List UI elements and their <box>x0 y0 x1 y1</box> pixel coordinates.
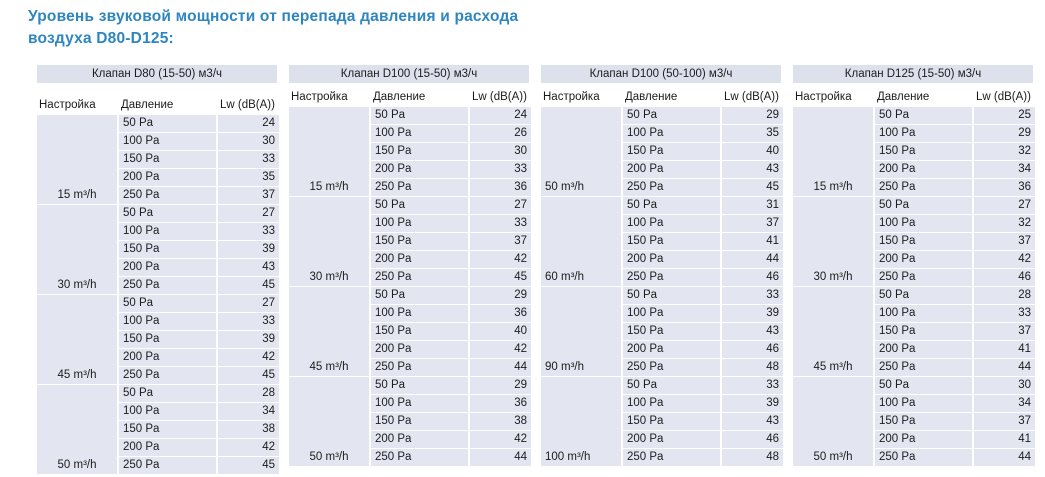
table-row <box>793 197 1035 214</box>
pressure-cell: 100 Pa <box>119 313 216 330</box>
table-title: Клапан D100 (15-50) м3/ч <box>289 65 529 83</box>
pressure-cell: 50 Pa <box>119 385 216 402</box>
lw-cell: 28 <box>218 385 279 402</box>
pressure-cell: 200 Pa <box>119 349 216 366</box>
pressure-cell: 100 Pa <box>623 305 720 322</box>
lw-cell: 27 <box>974 197 1035 214</box>
pressure-cell: 250 Pa <box>875 359 972 376</box>
table-row <box>793 287 1035 304</box>
lw-cell: 29 <box>722 107 783 124</box>
lw-cell: 33 <box>470 215 531 232</box>
page-title-line2: воздуха D80-D125: <box>28 30 174 47</box>
pressure-cell: 50 Pa <box>623 107 720 124</box>
lw-cell: 35 <box>722 125 783 142</box>
pressure-cell: 150 Pa <box>623 233 720 250</box>
pressure-cell: 250 Pa <box>875 269 972 286</box>
lw-cell: 29 <box>470 287 531 304</box>
lw-cell: 43 <box>722 323 783 340</box>
header-row <box>37 95 279 114</box>
table-title: Клапан D125 (15-50) м3/ч <box>793 65 1033 83</box>
flow-cell: 60 m³/h <box>541 197 621 286</box>
page-title-line1: Уровень звуковой мощности от перепада давления и расхода <box>28 8 519 25</box>
lw-cell: 48 <box>722 359 783 376</box>
pressure-cell: 250 Pa <box>623 359 720 376</box>
col-header-lw: Lw (dB(A)) <box>218 95 279 114</box>
pressure-cell: 200 Pa <box>119 259 216 276</box>
lw-cell: 36 <box>470 179 531 196</box>
lw-cell: 46 <box>722 269 783 286</box>
lw-cell: 36 <box>470 305 531 322</box>
lw-cell: 39 <box>218 331 279 348</box>
table-row <box>541 287 783 304</box>
pressure-cell: 200 Pa <box>119 169 216 186</box>
pressure-cell: 100 Pa <box>371 215 468 232</box>
pressure-cell: 50 Pa <box>371 287 468 304</box>
pressure-cell: 100 Pa <box>875 125 972 142</box>
table-title: Клапан D80 (15-50) м3/ч <box>37 65 277 83</box>
lw-cell: 37 <box>974 323 1035 340</box>
lw-cell: 33 <box>218 313 279 330</box>
flow-cell: 30 m³/h <box>289 197 369 286</box>
lw-cell: 46 <box>974 269 1035 286</box>
flow-cell: 90 m³/h <box>541 287 621 376</box>
lw-cell: 44 <box>974 359 1035 376</box>
pressure-cell: 200 Pa <box>371 341 468 358</box>
table-row <box>289 377 531 394</box>
pressure-cell: 250 Pa <box>119 187 216 204</box>
flow-cell: 50 m³/h <box>541 107 621 196</box>
pressure-cell: 200 Pa <box>875 161 972 178</box>
lw-cell: 27 <box>470 197 531 214</box>
lw-cell: 44 <box>470 359 531 376</box>
table-row <box>793 107 1035 124</box>
pressure-cell: 150 Pa <box>875 143 972 160</box>
pressure-cell: 200 Pa <box>623 251 720 268</box>
lw-cell: 33 <box>470 161 531 178</box>
lw-cell: 43 <box>722 413 783 430</box>
lw-cell: 33 <box>722 377 783 394</box>
table-row <box>37 205 279 222</box>
col-header-pressure: Давление <box>371 87 468 106</box>
lw-cell: 37 <box>974 413 1035 430</box>
col-header-pressure: Давление <box>875 87 972 106</box>
lw-cell: 24 <box>470 107 531 124</box>
col-header-lw: Lw (dB(A)) <box>974 87 1035 106</box>
table-head <box>541 87 783 106</box>
flow-cell: 15 m³/h <box>289 107 369 196</box>
lw-cell: 31 <box>722 197 783 214</box>
pressure-cell: 100 Pa <box>623 395 720 412</box>
table-head <box>793 87 1035 106</box>
table-row <box>541 377 783 394</box>
pressure-cell: 250 Pa <box>623 269 720 286</box>
flow-cell: 50 m³/h <box>37 385 117 474</box>
table-row <box>289 287 531 304</box>
col-header-lw: Lw (dB(A)) <box>470 87 531 106</box>
lw-cell: 42 <box>470 341 531 358</box>
pressure-cell: 50 Pa <box>875 197 972 214</box>
table-row <box>541 197 783 214</box>
lw-cell: 37 <box>974 233 1035 250</box>
lw-cell: 37 <box>722 215 783 232</box>
lw-cell: 45 <box>218 277 279 294</box>
lw-cell: 34 <box>974 161 1035 178</box>
pressure-cell: 250 Pa <box>371 179 468 196</box>
lw-cell: 41 <box>974 341 1035 358</box>
lw-cell: 45 <box>218 367 279 384</box>
lw-cell: 33 <box>722 287 783 304</box>
lw-cell: 37 <box>470 233 531 250</box>
lw-cell: 27 <box>218 295 279 312</box>
flow-cell: 30 m³/h <box>793 197 873 286</box>
table-row <box>289 107 531 124</box>
valve-table <box>289 65 529 467</box>
valve-data-table <box>539 86 785 467</box>
lw-cell: 34 <box>218 403 279 420</box>
lw-cell: 44 <box>974 449 1035 466</box>
lw-cell: 43 <box>722 161 783 178</box>
lw-cell: 33 <box>218 151 279 168</box>
table-row <box>793 377 1035 394</box>
pressure-cell: 150 Pa <box>371 143 468 160</box>
flow-cell: 100 m³/h <box>541 377 621 466</box>
flow-cell: 50 m³/h <box>793 377 873 466</box>
table-body <box>541 107 783 466</box>
flow-cell: 45 m³/h <box>289 287 369 376</box>
lw-cell: 35 <box>218 169 279 186</box>
pressure-cell: 250 Pa <box>119 277 216 294</box>
lw-cell: 44 <box>722 251 783 268</box>
pressure-cell: 50 Pa <box>875 377 972 394</box>
lw-cell: 45 <box>722 179 783 196</box>
flow-cell: 50 m³/h <box>289 377 369 466</box>
lw-cell: 42 <box>218 349 279 366</box>
col-header-pressure: Давление <box>119 95 216 114</box>
lw-cell: 40 <box>470 323 531 340</box>
pressure-cell: 200 Pa <box>623 431 720 448</box>
pressure-cell: 150 Pa <box>875 233 972 250</box>
pressure-cell: 100 Pa <box>119 223 216 240</box>
pressure-cell: 50 Pa <box>875 107 972 124</box>
lw-cell: 39 <box>218 241 279 258</box>
pressure-cell: 250 Pa <box>371 449 468 466</box>
lw-cell: 34 <box>974 395 1035 412</box>
pressure-cell: 50 Pa <box>623 287 720 304</box>
table-body <box>793 107 1035 466</box>
lw-cell: 46 <box>722 431 783 448</box>
col-header-setting: Настройка <box>289 87 369 106</box>
pressure-cell: 150 Pa <box>623 143 720 160</box>
pressure-cell: 200 Pa <box>371 251 468 268</box>
header-row <box>289 87 531 106</box>
lw-cell: 30 <box>470 143 531 160</box>
flow-cell: 45 m³/h <box>37 295 117 384</box>
pressure-cell: 100 Pa <box>623 125 720 142</box>
lw-cell: 41 <box>974 431 1035 448</box>
pressure-cell: 200 Pa <box>875 341 972 358</box>
pressure-cell: 200 Pa <box>875 431 972 448</box>
pressure-cell: 100 Pa <box>371 125 468 142</box>
page <box>0 6 1045 475</box>
table-row <box>541 107 783 124</box>
pressure-cell: 100 Pa <box>875 215 972 232</box>
pressure-cell: 100 Pa <box>119 133 216 150</box>
pressure-cell: 50 Pa <box>623 197 720 214</box>
pressure-cell: 200 Pa <box>371 161 468 178</box>
pressure-cell: 50 Pa <box>371 377 468 394</box>
pressure-cell: 100 Pa <box>371 305 468 322</box>
valve-table <box>541 65 781 467</box>
pressure-cell: 50 Pa <box>371 107 468 124</box>
pressure-cell: 250 Pa <box>623 179 720 196</box>
header-row <box>793 87 1035 106</box>
pressure-cell: 200 Pa <box>371 431 468 448</box>
lw-cell: 45 <box>218 457 279 474</box>
pressure-cell: 50 Pa <box>623 377 720 394</box>
lw-cell: 41 <box>722 233 783 250</box>
lw-cell: 43 <box>218 259 279 276</box>
pressure-cell: 150 Pa <box>119 151 216 168</box>
lw-cell: 39 <box>722 395 783 412</box>
col-header-pressure: Давление <box>623 87 720 106</box>
lw-cell: 44 <box>470 449 531 466</box>
pressure-cell: 100 Pa <box>119 403 216 420</box>
lw-cell: 46 <box>722 341 783 358</box>
table-body <box>289 107 531 466</box>
lw-cell: 48 <box>722 449 783 466</box>
table-body <box>37 115 279 474</box>
pressure-cell: 50 Pa <box>119 115 216 132</box>
lw-cell: 37 <box>218 187 279 204</box>
table-title: Клапан D100 (50-100) м3/ч <box>541 65 781 83</box>
valve-data-table <box>287 86 533 467</box>
table-row <box>289 197 531 214</box>
lw-cell: 24 <box>218 115 279 132</box>
pressure-cell: 150 Pa <box>875 413 972 430</box>
col-header-lw: Lw (dB(A)) <box>722 87 783 106</box>
lw-cell: 32 <box>974 215 1035 232</box>
pressure-cell: 100 Pa <box>371 395 468 412</box>
pressure-cell: 200 Pa <box>623 161 720 178</box>
table-head <box>37 95 279 114</box>
lw-cell: 30 <box>218 133 279 150</box>
header-row <box>541 87 783 106</box>
lw-cell: 45 <box>470 269 531 286</box>
col-header-setting: Настройка <box>793 87 873 106</box>
pressure-cell: 150 Pa <box>119 331 216 348</box>
table-row <box>37 115 279 132</box>
pressure-cell: 150 Pa <box>119 241 216 258</box>
pressure-cell: 250 Pa <box>371 269 468 286</box>
tables-container <box>37 65 1045 475</box>
pressure-cell: 150 Pa <box>875 323 972 340</box>
lw-cell: 29 <box>974 125 1035 142</box>
lw-cell: 42 <box>470 431 531 448</box>
lw-cell: 29 <box>470 377 531 394</box>
pressure-cell: 150 Pa <box>623 323 720 340</box>
pressure-cell: 100 Pa <box>875 395 972 412</box>
lw-cell: 26 <box>470 125 531 142</box>
pressure-cell: 150 Pa <box>371 413 468 430</box>
pressure-cell: 150 Pa <box>371 233 468 250</box>
pressure-cell: 150 Pa <box>623 413 720 430</box>
pressure-cell: 100 Pa <box>623 215 720 232</box>
valve-table <box>793 65 1033 467</box>
lw-cell: 27 <box>218 205 279 222</box>
pressure-cell: 250 Pa <box>119 457 216 474</box>
pressure-cell: 250 Pa <box>875 449 972 466</box>
pressure-cell: 150 Pa <box>119 421 216 438</box>
pressure-cell: 50 Pa <box>875 287 972 304</box>
pressure-cell: 50 Pa <box>371 197 468 214</box>
pressure-cell: 250 Pa <box>119 367 216 384</box>
lw-cell: 25 <box>974 107 1035 124</box>
lw-cell: 42 <box>974 251 1035 268</box>
col-header-setting: Настройка <box>37 95 117 114</box>
lw-cell: 30 <box>974 377 1035 394</box>
lw-cell: 42 <box>470 251 531 268</box>
lw-cell: 40 <box>722 143 783 160</box>
pressure-cell: 200 Pa <box>875 251 972 268</box>
flow-cell: 15 m³/h <box>793 107 873 196</box>
valve-data-table <box>35 94 281 475</box>
lw-cell: 39 <box>722 305 783 322</box>
lw-cell: 42 <box>218 439 279 456</box>
flow-cell: 45 m³/h <box>793 287 873 376</box>
pressure-cell: 250 Pa <box>623 449 720 466</box>
pressure-cell: 50 Pa <box>119 205 216 222</box>
lw-cell: 33 <box>974 305 1035 322</box>
lw-cell: 38 <box>470 413 531 430</box>
flow-cell: 30 m³/h <box>37 205 117 294</box>
lw-cell: 36 <box>470 395 531 412</box>
lw-cell: 36 <box>974 179 1035 196</box>
col-header-setting: Настройка <box>541 87 621 106</box>
table-row <box>37 295 279 312</box>
page-title <box>28 6 1045 50</box>
lw-cell: 32 <box>974 143 1035 160</box>
pressure-cell: 100 Pa <box>875 305 972 322</box>
valve-table <box>37 65 277 475</box>
pressure-cell: 150 Pa <box>371 323 468 340</box>
pressure-cell: 200 Pa <box>119 439 216 456</box>
pressure-cell: 200 Pa <box>623 341 720 358</box>
table-head <box>289 87 531 106</box>
lw-cell: 38 <box>218 421 279 438</box>
lw-cell: 28 <box>974 287 1035 304</box>
valve-data-table <box>791 86 1037 467</box>
pressure-cell: 250 Pa <box>371 359 468 376</box>
table-row <box>37 385 279 402</box>
flow-cell: 15 m³/h <box>37 115 117 204</box>
lw-cell: 33 <box>218 223 279 240</box>
pressure-cell: 250 Pa <box>875 179 972 196</box>
pressure-cell: 50 Pa <box>119 295 216 312</box>
